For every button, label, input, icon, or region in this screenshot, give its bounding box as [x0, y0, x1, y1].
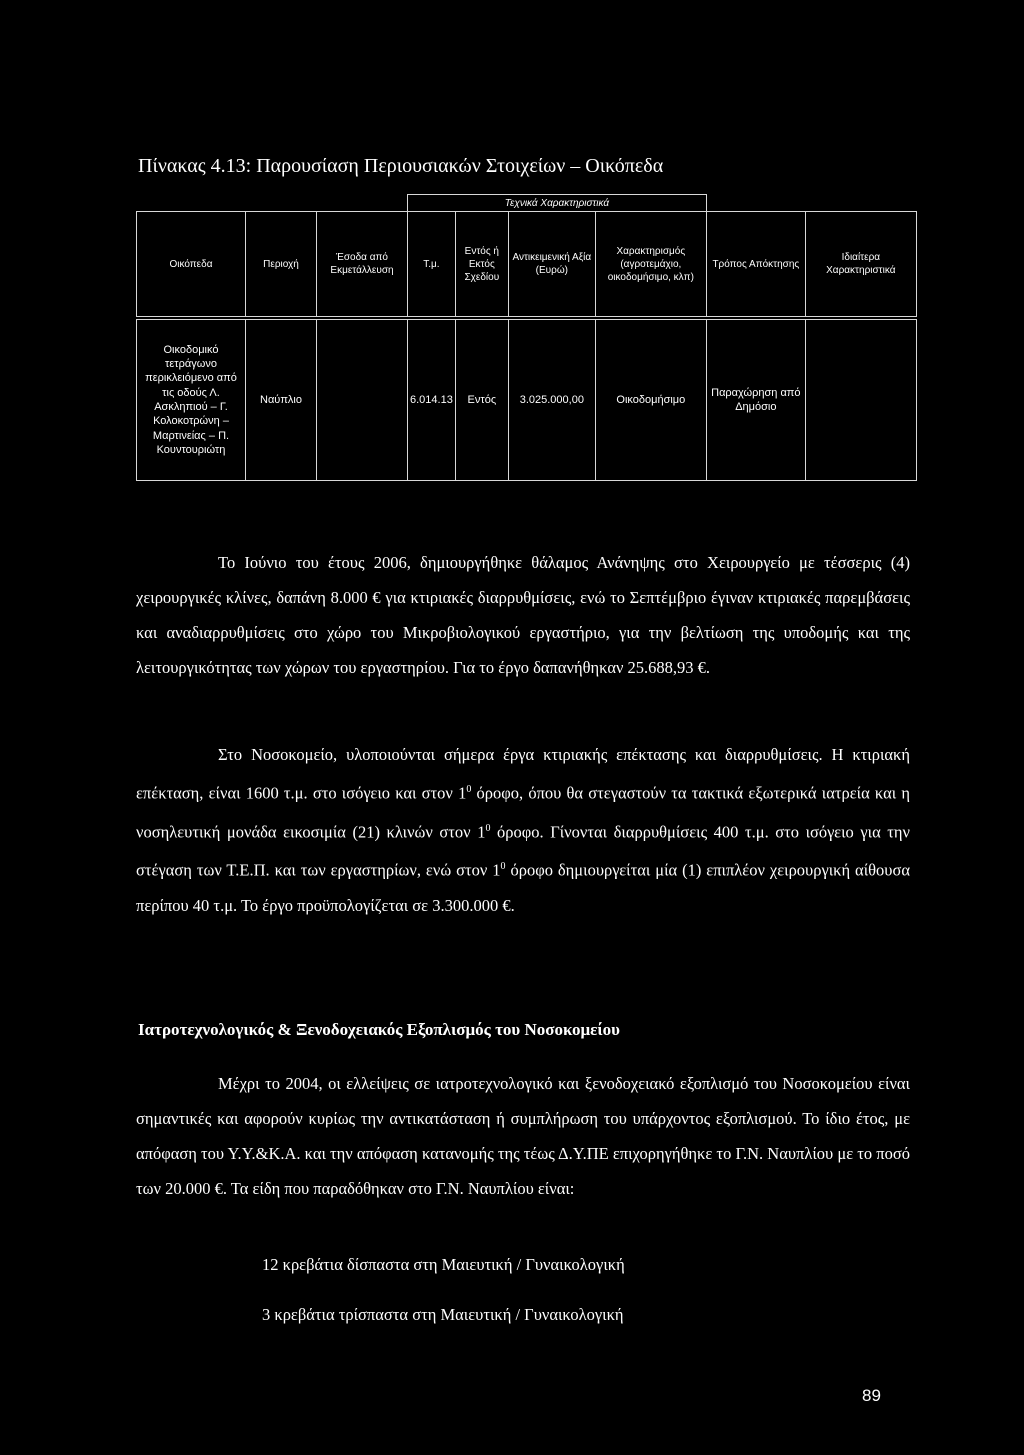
cell-objective-value: 3.025.000,00	[508, 320, 595, 481]
header-special: Ιδιαίτερα Χαρακτηριστικά	[805, 212, 916, 317]
section-heading: Ιατροτεχνολογικός & Ξενοδοχειακός Εξοπλισμός του Νοσοκομείου	[138, 1020, 620, 1039]
cell-acquisition: Παραχώρηση από Δημόσιο	[706, 320, 805, 481]
header-acquisition: Τρόπος Απόκτησης	[706, 212, 805, 317]
paragraph-2-text: Στο Νοσοκομείο, υλοποιούνται σήμερα έργα κτιριακής επέκτασης και διαρρυθμίσεις. Η κτιριακή επέκταση, είναι 1600 τ.μ. στο ισόγειο και στον $1^0$ όροφο, όπου θα στεγαστούν τα τακτικά εξωτερικά ιατρεία και η νοσηλευτική μονάδα εικοσιμία (21) κλινών στον $1^0$ όροφο. Γίνονται διαρρυθμίσεις 400 τ.μ. στο ισόγειο για την στέγαση των Τ.Ε.Π. και των εργαστηρίων, ενώ στον $1^0$ όροφο δημιουργείται μία (1) επιπλέον χειρουργική αίθουσα περίπου 40 τ.μ. Το έργο προϋπολογίζεται σε 3.300.000 €.	[136, 745, 910, 915]
table-title: Πίνακας 4.13: Παρουσίαση Περιουσιακών Στοιχείων – Οικόπεδα	[138, 155, 664, 177]
paragraph-3	[136, 1066, 910, 1206]
table-blank	[137, 195, 408, 212]
cell-sqm: 6.014.13	[408, 320, 456, 481]
cell-revenue	[317, 320, 408, 481]
paragraph-1-text: Το Ιούνιο του έτους 2006, δημιουργήθηκε θάλαμος Ανάνηψης στο Χειρουργείο με τέσσερις (4) χειρουργικές κλίνες, δαπάνη 8.000 € για κτιριακές διαρρυθμίσεις, ενώ το Σεπτέμβριο έγιναν κτιριακές παρεμβάσεις και αναδιαρρυθμίσεις στο χώρο του Μικροβιολογικού εργαστήριο, για την βελτίωση της υποδομής και της λειτουργικότητας των χώρων του εργαστηρίου. Για το έργο δαπανήθηκαν 25.688,93 €.	[136, 553, 910, 677]
cell-area: Ναύπλιο	[246, 320, 317, 481]
header-in-out-plan: Εντός ή Εκτός Σχεδίου	[455, 212, 508, 317]
group-header: Τεχνικά Χαρακτηριστικά	[408, 195, 707, 212]
header-revenue: Έσοδα από Εκμετάλλευση	[317, 212, 408, 317]
page-number: 89	[862, 1386, 881, 1405]
cell-special	[805, 320, 916, 481]
header-area: Περιοχή	[246, 212, 317, 317]
paragraph-2	[136, 737, 910, 923]
header-plots: Οικόπεδα	[137, 212, 246, 317]
properties-table	[136, 194, 917, 481]
list-item: 12 κρεβάτια δίσπαστα στη Μαιευτική / Γυναικολογική	[262, 1255, 625, 1274]
cell-plot: Οικοδομικό τετράγωνο περικλειόμενο από τις οδούς Λ. Ασκληπιού – Γ. Κολοκοτρώνη – Μαρτινείας – Π. Κουντουριώτη	[137, 320, 246, 481]
header-objective-value: Αντικειμενική Αξία (Ευρώ)	[508, 212, 595, 317]
paragraph-1	[136, 545, 910, 685]
cell-characterization: Οικοδομήσιμο	[595, 320, 706, 481]
paragraph-3-text: Μέχρι το 2004, οι ελλείψεις σε ιατροτεχνολογικό και ξενοδοχειακό εξοπλισμό του Νοσοκομείου είναι σημαντικές και αφορούν κυρίως την αντικατάσταση ή συμπλήρωση του υπάρχοντος εξοπλισμού. Το ίδιο έτος, με απόφαση του Υ.Υ.&Κ.Α. και την απόφαση κατανομής της τέως Δ.Υ.ΠΕ επιχορηγήθηκε το Γ.Ν. Ναυπλίου με το ποσό των 20.000 €. Τα είδη που παραδόθηκαν στο Γ.Ν. Ναυπλίου είναι:	[136, 1074, 910, 1198]
list-item: 3 κρεβάτια τρίσπαστα στη Μαιευτική / Γυναικολογική	[262, 1305, 624, 1324]
header-characterization: Χαρακτηρισμός (αγροτεμάχιο, οικοδομήσιμο, κλπ)	[595, 212, 706, 317]
cell-in-out-plan: Εντός	[455, 320, 508, 481]
header-sqm: Τ.μ.	[408, 212, 456, 317]
table-blank	[706, 195, 916, 212]
